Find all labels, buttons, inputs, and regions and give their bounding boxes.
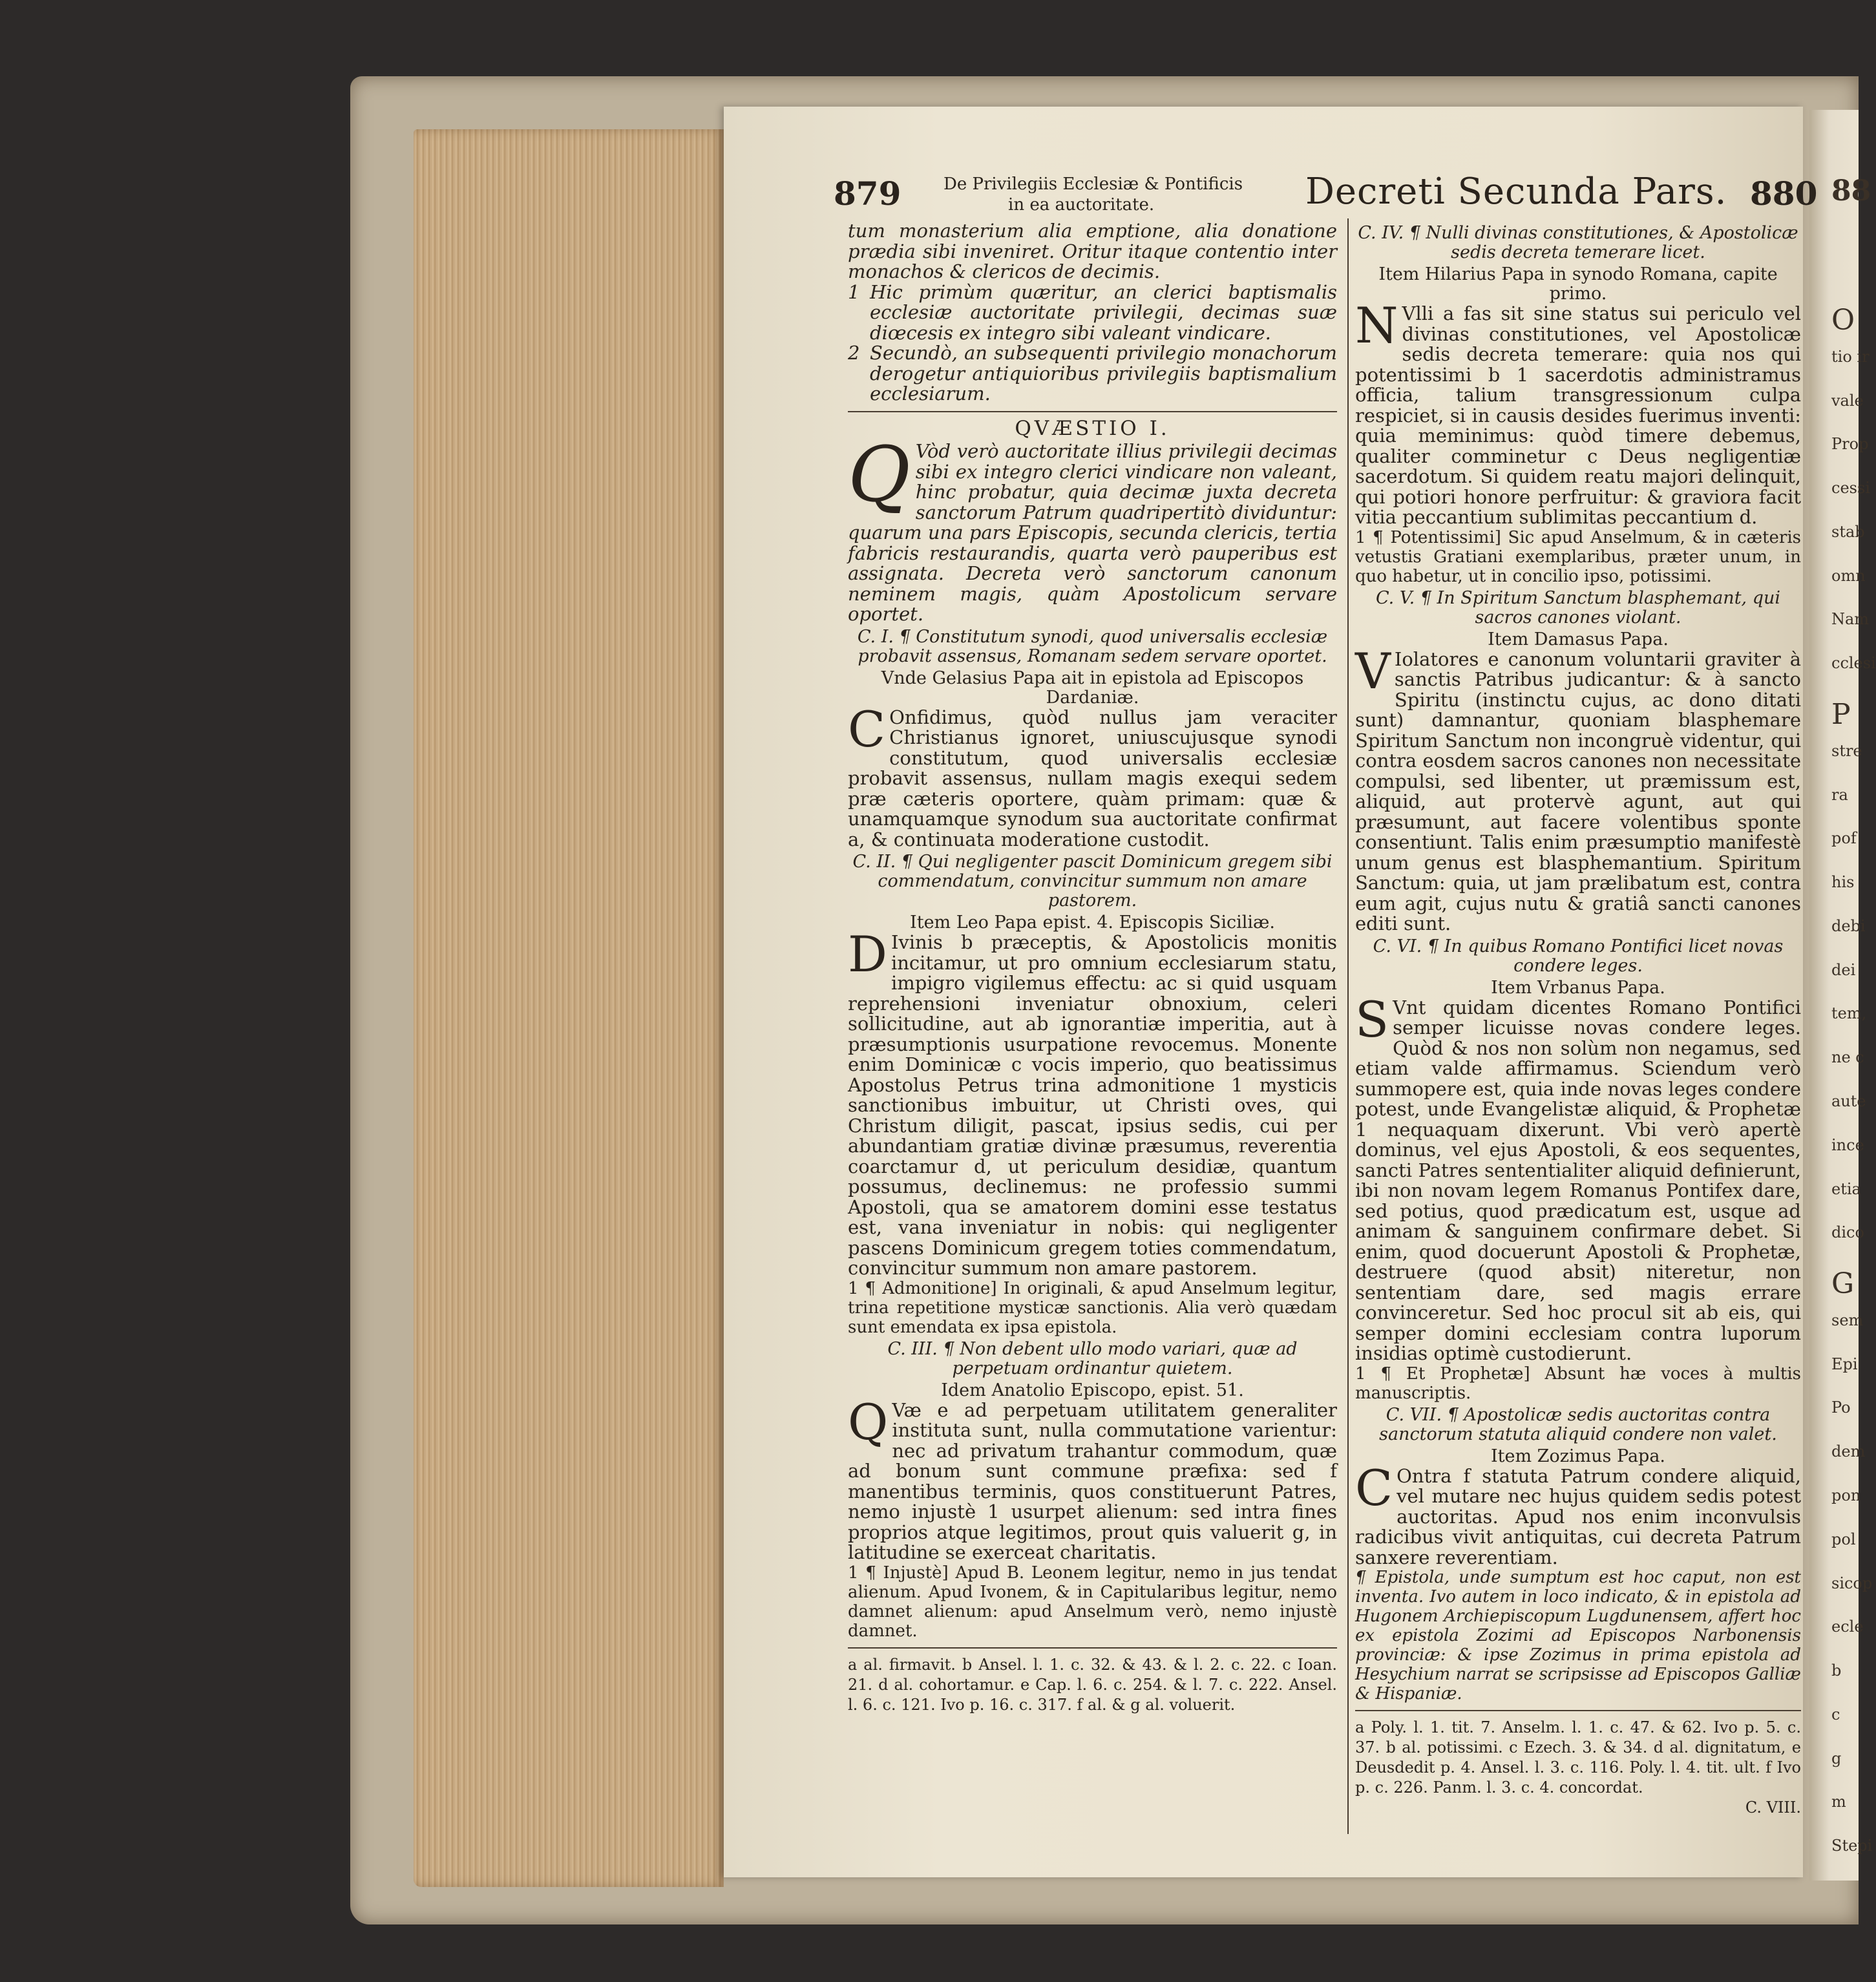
chapter-source: Item Damasus Papa. xyxy=(1488,629,1669,649)
chapter-text: V Iolatores e canonum voluntarii graviter à sanctis Patribus judicantur: & à sancto Spiritu (instinctu cujus, ac dono ditati sunt) damnantur, quoniam blasphemare Spiritum Sanctum non incongruè videntur, qui contra eosdem sacros canones non necessitate compulsi, sed libenter, ut præmissum est, aliquid, aut protervè agunt, aut qui præsumunt, aut facere volentibus sponte consentiunt. Talis enim præsumptio manifestè unum genus est blasphemantium. Spiritum Sanctum: quia, ut jam prælibatum est, contra eum agit, cujus nutu & gratiâ sancti canones editi sunt. xyxy=(1355,642,1801,934)
next-page-fragment: c xyxy=(1831,1705,1840,1724)
chapter-source: Item Zozimus Papa. xyxy=(1491,1446,1665,1466)
next-page-fragment: his xyxy=(1831,873,1855,892)
dropcap: S xyxy=(1355,990,1389,1048)
chapter-text: N Vlli a fas sit sine status sui periculo vel divinas constitutiones, vel Apostolicæ sedis decreta temerare: quia nos qui potentissimi b 1 sacerdotis administramus officia, talium transgressionum culpa respiciet, si in causis desides fuerimus inventi: quia meminimus: quòd timere debemus, qualiter comminetur c Deus negligentiæ sacerdotum. Si quidem reatu majori delinquit, qui potiori honore perfruitur: & graviora facit vitia peccantium sublimitas peccantium d. xyxy=(1355,297,1801,528)
quaestio-text: Q Vòd verò auctoritate illius privilegii decimas sibi ex integro clerici vindicare non valeant, hinc probatur, quia decimæ juxta decreta sanctorum Patrum quadripertitò dividuntur: quarum una pars Episcopis, secunda clericis, tertia fabricis restaurandis, quarta verò pauperibus est assignata. Decreta verò sanctorum canonum neminem magis, quàm Apostolicum servare oportet. xyxy=(848,430,1337,625)
dropcap: C xyxy=(848,700,886,758)
next-page-fragment: G xyxy=(1831,1267,1855,1301)
next-page-fragment: P xyxy=(1831,698,1851,731)
dropcap: C xyxy=(1355,1459,1393,1517)
column-divider xyxy=(1347,218,1349,1834)
next-page-fragment: etia xyxy=(1831,1179,1861,1198)
chapter-heading: C. VI. ¶ In quibus Romano Pontifici licet novas condere leges. xyxy=(1373,936,1784,976)
next-page-fragment: sem xyxy=(1831,1311,1864,1329)
chapter-source: Idem Anatolio Episcopo, epist. 51. xyxy=(941,1380,1244,1400)
chapter-note: 1 ¶ Injustè] Apud B. Leonem legitur, nemo in jus tendat alienum. Apud Ivonem, & in Capitularibus legitur, nemo damnet alienum: apud Anselmum verò, nemo injustè damnet. xyxy=(848,1563,1337,1641)
chapter-source: Item Leo Papa epist. 4. Episcopis Siciliæ. xyxy=(910,912,1275,933)
chapter-note: 1 ¶ Et Prophetæ] Absunt hæ voces à multis manuscriptis. xyxy=(1355,1364,1801,1403)
chapter-note: 1 ¶ Admonitione] In originali, & apud Anselmum legitur, trina repetitione mysticæ sanctionis. Alia verò quædam sunt emendata ex ipsa epistola. xyxy=(848,1278,1337,1337)
next-page-fragment: aute xyxy=(1831,1092,1866,1110)
book-fore-edge xyxy=(414,129,724,1887)
chapter-source: Item Hilarius Papa in synodo Romana, capite primo. xyxy=(1378,264,1778,304)
section-rule xyxy=(848,411,1337,412)
next-page-fragment: omn xyxy=(1831,566,1866,585)
chapter-heading: C. V. ¶ In Spiritum Sanctum blasphemant, qui sacros canones violant. xyxy=(1375,587,1781,627)
dropcap: V xyxy=(1355,642,1391,700)
next-page-fragment: ecle xyxy=(1831,1618,1864,1636)
chapter-heading: C. I. ¶ Constitutum synodi, quod universalis ecclesiæ probavit assensus, Romanam sedem servare oportet. xyxy=(857,626,1328,666)
chapter-text: C Onfidimus, quòd nullus jam veraciter Christianus ignoret, uniuscujusque synodi constitutum, quod universalis ecclesiæ probavit assensus, nullam magis exequi sedem præ cæteris oportere, quàm primam: quæ & unamquamque synodum sua auctoritate confirmat a, & continuata moderatione custodit. xyxy=(848,700,1337,850)
center-title: Decreti Secunda Pars. xyxy=(1305,171,1727,213)
next-page-fragment: dei xyxy=(1831,960,1856,979)
dropcap: N xyxy=(1355,297,1398,354)
left-running-title: De Privilegiis Ecclesiæ & Pontificis xyxy=(943,174,1243,194)
next-page-fragment: sicop xyxy=(1831,1574,1873,1592)
next-page-fragment: Epi xyxy=(1831,1355,1858,1373)
next-page-fragment: ne c xyxy=(1831,1048,1864,1067)
next-page-fragment: tem, xyxy=(1831,1004,1867,1023)
dropcap: Q xyxy=(848,430,911,519)
next-page-fragment: pol xyxy=(1831,1530,1856,1548)
next-page-fragment: pon xyxy=(1831,1486,1861,1504)
chapter-text: S Vnt quidam dicentes Romano Pontifici semper licuisse novas condere leges. Quòd & nos non solùm non negamus, sed etiam valde affirmamus. Sciendum verò summopere est, quia inde novas leges condere potest, unde Evangelistæ aliquid, & Prophetæ 1 nequaquam dixerunt. Vbi verò apertè dominus, vel ejus Apostoli, & eos sequentes, sancti Patres sententialiter aliquid definierunt, ibi non novam legem Romanus Pontifex dare, sed potius, quod prædicatum est, usque ad animam & sanguinem confirmare debet. Si enim, quod docuerunt Apostoli & Prophetæ, destruere (quod absit) niteretur, non sententiam dare, sed magis errare convinceretur. Sed hoc procul sit ab eis, qui semper domini ecclesiam contra luporum insidias optimè custodierunt. xyxy=(1355,990,1801,1364)
next-page-fragment: cessi xyxy=(1831,479,1870,498)
summary-item-text: Secundò, an subsequenti privilegio monachorum derogetur antiquioribus privilegiis baptismalium ecclesiarum. xyxy=(870,342,1337,405)
next-page-fragment: stab xyxy=(1831,522,1865,541)
next-page-fragment: Prop xyxy=(1831,435,1869,454)
footnotes: a Poly. l. 1. tit. 7. Anselm. l. 1. c. 47. & 62. Ivo p. 5. c. 37. b al. potissimi. c Ezech. 3. & 34. d al. dignitatum, e Deusdedit p. 4. Ansel. l. 3. c. 116. Poly. l. 4. tit. ult. f Ivo p. c. 226. Panm. l. 3. c. 4. concordat. xyxy=(1355,1718,1801,1797)
next-page-fragment: debi xyxy=(1831,916,1866,935)
next-page-fragment: vale xyxy=(1831,391,1864,410)
next-page-fragment: ra xyxy=(1831,785,1848,804)
chapter-text: D Ivinis b præceptis, & Apostolicis monitis incitamur, ut pro omnium ecclesiarum statu, impigro vigilemus effectu: ac si quid usquam reprehensioni inveniatur obnoxium, celeri sollicitudine, aut ab ignorantiæ imperitia, aut à præsumptionis usurpatione revocemus. Monente enim Dominicæ c vocis imperio, quo beatissimus Apostolus Petrus trina admonitione 1 mysticis sanctionibus imbuitur, ut Christi oves, qui Christum diligit, pascat, ipsius sedis, cui per abundantiam gratiæ divinæ præsumus, reverentia coarctamur d, ut periculum desidiæ, quantum possumus, declinemus: ne professio summi Apostoli, qua se amatorem domini esse testatus est, vana inveniatur in nobis: qui negligenter pascens Dominicum gregem toties commendatum, convincitur summum non amare pastorem. xyxy=(848,925,1337,1279)
footnote-rule xyxy=(848,1647,1337,1649)
summary-item-text: Hic primùm quæritur, an clerici baptismalis ecclesiæ auctoritate privilegii, decimas suæ diœcesis ex integro sibi valeant vindicare. xyxy=(870,280,1337,344)
next-page-fragment: b xyxy=(1831,1661,1842,1680)
next-page-fragment: dico xyxy=(1831,1223,1864,1242)
next-page-fragment: Nam xyxy=(1831,610,1870,629)
summary-item-number: 1 xyxy=(848,280,860,303)
footnote-rule xyxy=(1355,1710,1801,1711)
next-page-fragment: Po xyxy=(1831,1398,1851,1417)
next-page-fragment: g xyxy=(1831,1749,1842,1767)
chapter-heading: C. VII. ¶ Apostolicæ sedis auctoritas contra sanctorum statuta aliquid condere non valet. xyxy=(1379,1404,1777,1444)
chapter-source: Item Vrbanus Papa. xyxy=(1491,977,1665,998)
left-page-number: 879 xyxy=(834,174,901,213)
chapter-heading: C. III. ¶ Non debent ullo modo variari, quæ ad perpetuam ordinantur quietem. xyxy=(887,1338,1298,1378)
running-header xyxy=(834,169,1818,221)
chapter-text: C Ontra f statuta Patrum condere aliquid, vel mutare nec hujus quidem sedis potest auctoritas. Apud nos enim inconvulsis radicibus vivit antiquitas, cui decreta Patrum sanxere reverentiam. xyxy=(1355,1459,1801,1568)
chapter-text: Q Væ e ad perpetuam utilitatem generaliter instituta sunt, nulla commutatione varientur: nec ad privatum trahantur commodum, quæ ad bonum sunt commune præfixa: sed f manentibus terminis, quos constituerunt Patres, nemo injustè 1 usurpet alienum: sed intra fines proprios atque legitimos, prout quis valuerit g, in latitudine se exerceat charitatis. xyxy=(848,1393,1337,1563)
dropcap: D xyxy=(848,925,887,983)
next-page-fragment: ince xyxy=(1831,1135,1864,1154)
left-column xyxy=(848,221,1337,1715)
summary-item xyxy=(848,343,1337,405)
dropcap: Q xyxy=(848,1393,889,1451)
next-page-fragment: dem xyxy=(1831,1442,1866,1461)
chapter-heading: C. IV. ¶ Nulli divinas constitutiones, & Apostolicæ sedis decreta temerare licet. xyxy=(1358,223,1798,262)
chapter-note: 1 ¶ Potentissimi] Sic apud Anselmum, & in cæteris vetustis Gratiani exemplaribus, præter unum, in quo habetur, ut in concilio ipso, potissimi. xyxy=(1355,527,1801,586)
right-column xyxy=(1355,221,1801,1818)
left-running-title-2: in ea auctoritate. xyxy=(1008,195,1155,215)
summary-item xyxy=(848,282,1337,344)
catchword: C. VIII. xyxy=(1745,1798,1801,1817)
next-page-fragment: pof xyxy=(1831,829,1857,848)
next-page-fragment: cclesi xyxy=(1831,654,1876,673)
intro-text: tum monasterium alia emptione, alia donatione prædia sibi inveniret. Oritur itaque contentio inter monachos & clericos de decimis. xyxy=(848,220,1337,282)
quaestio-title: QVÆSTIO I. xyxy=(1015,416,1170,440)
right-page-number: 880 xyxy=(1750,174,1818,213)
next-page-number: 88 xyxy=(1831,174,1871,207)
chapter-source: Vnde Gelasius Papa ait in epistola ad Episcopos Dardaniæ. xyxy=(881,668,1304,708)
summary-item-number: 2 xyxy=(848,342,860,364)
footnotes: a al. firmavit. b Ansel. l. 1. c. 32. & 43. & l. 2. c. 22. c Ioan. 21. d al. cohortamur. e Cap. l. 6. c. 254. & l. 7. c. 222. Ansel. l. 6. c. 121. Ivo p. 16. c. 317. f al. & g al. voluerit. xyxy=(848,1655,1337,1714)
next-page-fragment: O xyxy=(1831,304,1855,337)
next-page-fragment: stre xyxy=(1831,741,1862,760)
next-page-fragment: m xyxy=(1831,1793,1846,1811)
chapter-heading: C. II. ¶ Qui negligenter pascit Dominicum gregem sibi commendatum, convincitur summum non amare pastorem. xyxy=(852,852,1333,911)
next-page-fragment: Stepi xyxy=(1831,1837,1873,1855)
next-page-fragment: tio ir xyxy=(1831,347,1870,366)
next-page-edge xyxy=(1809,110,1876,1881)
chapter-note: ¶ Epistola, unde sumptum est hoc caput, non est inventa. Ivo autem in loco indicato, & in epistola ad Hugonem Archiepiscopum Lugdunensem, affert hoc ex epistola Zozimi ad Episcopos Narbonensis provinciæ: & ipse Zozimus in prima epistola ad Hesychium narrat se scripsisse ad Episcopos Galliæ & Hispaniæ. xyxy=(1355,1568,1801,1703)
